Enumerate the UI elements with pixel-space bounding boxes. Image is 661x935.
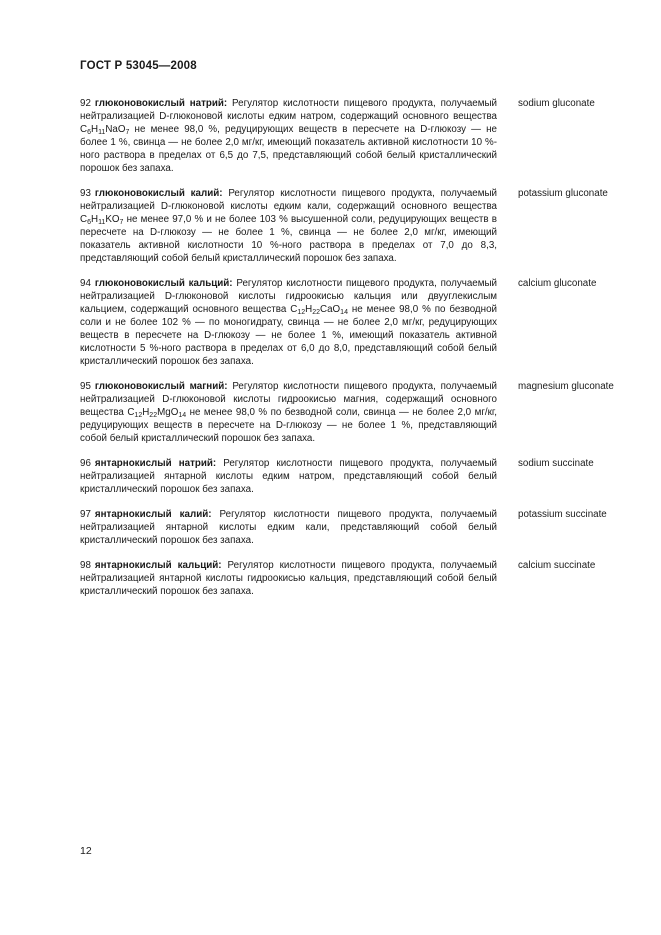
term-definition <box>80 559 497 598</box>
standard-header: ГОСТ Р 53045—2008 <box>80 60 197 72</box>
formula-subscript: 11 <box>98 219 106 226</box>
term-entry-98 <box>80 559 620 598</box>
formula-subscript: 11 <box>98 129 106 136</box>
definition-text: Регулятор кислотности пищевого продукта, получаемый нейтрализацией D-глюконовой кислоты едким кали, содержащий основного вещества C <box>80 188 497 225</box>
formula-subscript: 7 <box>119 219 124 226</box>
definition-text: Регулятор кислотности пищевого продукта, получаемый нейтрализацией D-глюконовой кислоты гидроокисью кальция или двууглекислым кальцием, содержащий основного вещества C <box>80 278 497 315</box>
term-entry-95 <box>80 380 620 445</box>
english-equivalent: calcium gluconate <box>518 278 597 289</box>
definition-text: не менее 98,0 % по безводной соли и не более 102 % — по моногидрату, свинца — не более 2,0 мг/кг, редуцирующих веществ в пересчете на D-глюкозу — не более 1 %, имеющий показатель активной кислотности 5 %-ного раствора в пределах от 6,0 до 8,0, представляющий собой белый кристаллический порошок без запаха. <box>80 304 497 367</box>
definition-text: не менее 98,0 % по безводной соли, свинца — не более 2,0 мг/кг, редуцирующих веществ в пересчете на D-глюкозу — не более 1 %, представляющий собой белый кристаллический порошок без запаха. <box>80 407 498 444</box>
definition-text: Регулятор кислотности пищевого продукта, получаемый нейтрализацией янтарной кислоты гидроокисью кальция, представляющий собой белый кристаллический порошок без запаха. <box>80 560 497 597</box>
term-number: 98 <box>80 560 91 571</box>
definition-text: H <box>90 214 99 225</box>
term-definition <box>80 97 497 175</box>
formula-subscript: 22 <box>149 412 158 419</box>
definition-text: H <box>142 407 150 418</box>
term-definition <box>80 380 497 445</box>
term-number: 94 <box>80 278 91 289</box>
term-entry-96 <box>80 457 620 496</box>
definition-text: Регулятор кислотности пищевого продукта, получаемый нейтрализацией янтарной кислоты едким натром, представляющий собой белый кристаллический порошок без запаха. <box>80 458 497 495</box>
term-name: глюконовокислый натрий: <box>94 98 228 109</box>
definition-text: Регулятор кислотности пищевого продукта, получаемый нейтрализацией D-глюконовой кислоты едким натром, содержащий основного вещества C <box>80 98 497 135</box>
definition-text: H <box>305 304 313 315</box>
formula-subscript: 12 <box>297 309 306 316</box>
english-equivalent: calcium succinate <box>518 560 596 571</box>
term-entry-92 <box>80 97 620 175</box>
english-equivalent: sodium gluconate <box>518 98 595 109</box>
english-equivalent: potassium gluconate <box>518 188 608 199</box>
terms-list <box>80 97 620 610</box>
term-name: янтарнокислый натрий: <box>94 458 217 469</box>
term-number: 95 <box>80 381 91 392</box>
term-definition <box>80 187 497 265</box>
term-definition <box>80 508 497 547</box>
term-name: глюконовокислый магний: <box>94 381 228 392</box>
term-entry-97 <box>80 508 620 547</box>
term-number: 92 <box>80 98 91 109</box>
definition-text: H <box>90 124 99 135</box>
term-name: янтарнокислый кальций: <box>94 560 222 571</box>
english-equivalent: potassium succinate <box>518 509 607 520</box>
definition-text: Регулятор кислотности пищевого продукта, получаемый нейтрализацией янтарной кислоты едким кали, представляющий собой белый кристаллический порошок без запаха. <box>80 509 497 546</box>
formula-subscript: 14 <box>340 309 348 316</box>
formula-subscript: 7 <box>125 129 130 136</box>
formula-subscript: 6 <box>87 219 91 226</box>
term-name: глюконовокислый калий: <box>94 188 223 199</box>
term-entry-94 <box>80 277 620 368</box>
formula-subscript: 22 <box>312 309 321 316</box>
term-name: глюконовокислый кальций: <box>94 278 233 289</box>
definition-text: NaO <box>105 124 126 135</box>
definition-text: KO <box>105 214 120 225</box>
formula-subscript: 14 <box>178 412 187 419</box>
term-number: 97 <box>80 509 91 520</box>
english-equivalent: magnesium gluconate <box>518 381 614 392</box>
formula-subscript: 6 <box>87 129 91 136</box>
term-number: 96 <box>80 458 91 469</box>
term-number: 93 <box>80 188 91 199</box>
definition-text: Регулятор кислотности пищевого продукта, получаемый нейтрализацией D-глюконовой кислоты гидроокисью магния, содержащий основного вещества C <box>80 381 497 418</box>
definition-text: CaO <box>320 304 341 315</box>
term-entry-93 <box>80 187 620 265</box>
english-equivalent: sodium succinate <box>518 458 594 469</box>
definition-text: не менее 97,0 % и не более 103 % высушенной соли, редуцирующих веществ в пересчете на D-глюкозу — не более 1 %, свинца — не более 2,0 мг/кг, имеющий показатель активной кислотности 10 %-ного раствора в пределах от 7,0 до 8,3, представляющий собой белый кристаллический порошок без запаха. <box>80 214 497 264</box>
term-definition <box>80 277 497 368</box>
definition-text: не менее 98,0 %, редуцирующих веществ в пересчете на D-глюкозу — не более 1 %, свинца — не более 2,0 мг/кг, имеющий показатель активной кислотности 10 %-ного раствора в пределах от 6,5 до 7,5, представляющий собой белый кристаллический порошок без запаха. <box>80 124 497 174</box>
formula-subscript: 12 <box>134 412 143 419</box>
definition-text: MgO <box>157 407 179 418</box>
term-definition <box>80 457 497 496</box>
term-name: янтарнокислый калий: <box>94 509 212 520</box>
page-number: 12 <box>80 845 92 857</box>
